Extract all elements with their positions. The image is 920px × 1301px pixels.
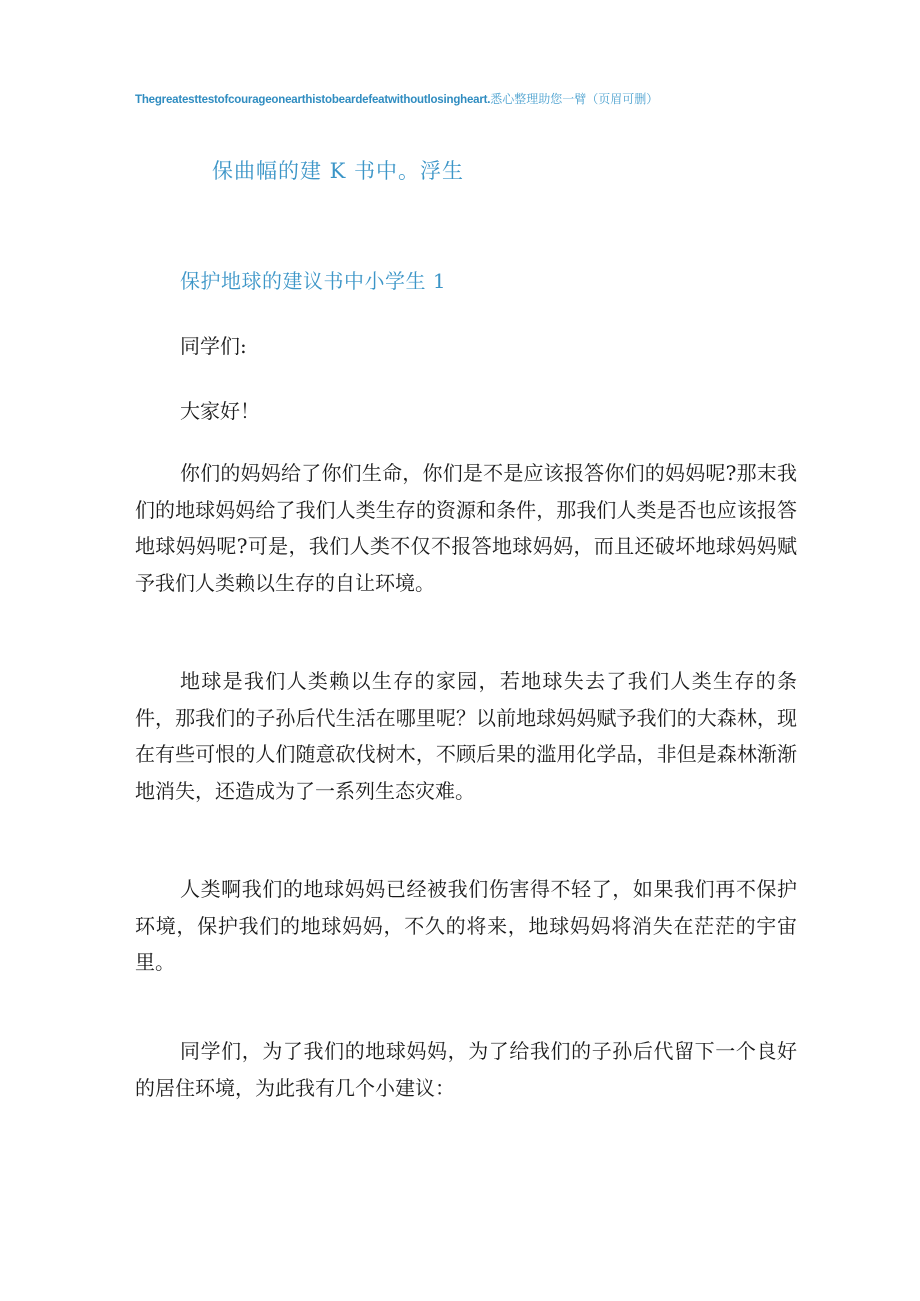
header-chinese-note: 悉心整理助您一臂（页眉可删） — [490, 92, 659, 106]
document-subtitle: 保曲幅的建 K 书中。浮生 — [212, 159, 465, 183]
greeting-salutation: 同学们: — [180, 334, 247, 358]
paragraph-3: 人类啊我们的地球妈妈已经被我们伤害得不轻了，如果我们再不保护环境，保护我们的地球妈妈，不久的将来，地球妈妈将消失在茫茫的宇宙里。 — [135, 877, 797, 974]
paragraph-4: 同学们，为了我们的地球妈妈，为了给我们的子孙后代留下一个良好的居住环境，为此我有几个小建议： — [135, 1039, 797, 1100]
paragraph-2: 地球是我们人类赖以生存的家园，若地球失去了我们人类生存的条件，那我们的子孙后代生活在哪里呢？以前地球妈妈赋予我们的大森林，现在有些可恨的人们随意砍伐树木，不顾后果的滥用化学品，非但是森林渐渐地消失，还造成为了一系列生态灾难。 — [135, 669, 797, 803]
header-english-quote: Thegreatesttestofcourageonearthistobeardefeatwithoutlosingheart. — [135, 94, 491, 106]
page-header — [135, 90, 815, 107]
paragraph-1: 你们的妈妈给了你们生命，你们是不是应该报答你们的妈妈呢?那末我们的地球妈妈给了我们人类生存的资源和条件，那我们人类是否也应该报答地球妈妈呢?可是，我们人类不仅不报答地球妈妈，而且还破坏地球妈妈赋予我们人类赖以生存的自让环境。 — [135, 461, 797, 595]
greeting-hello: 大家好！ — [180, 399, 260, 423]
document-title: 保护地球的建议书中小学生 1 — [180, 269, 447, 293]
